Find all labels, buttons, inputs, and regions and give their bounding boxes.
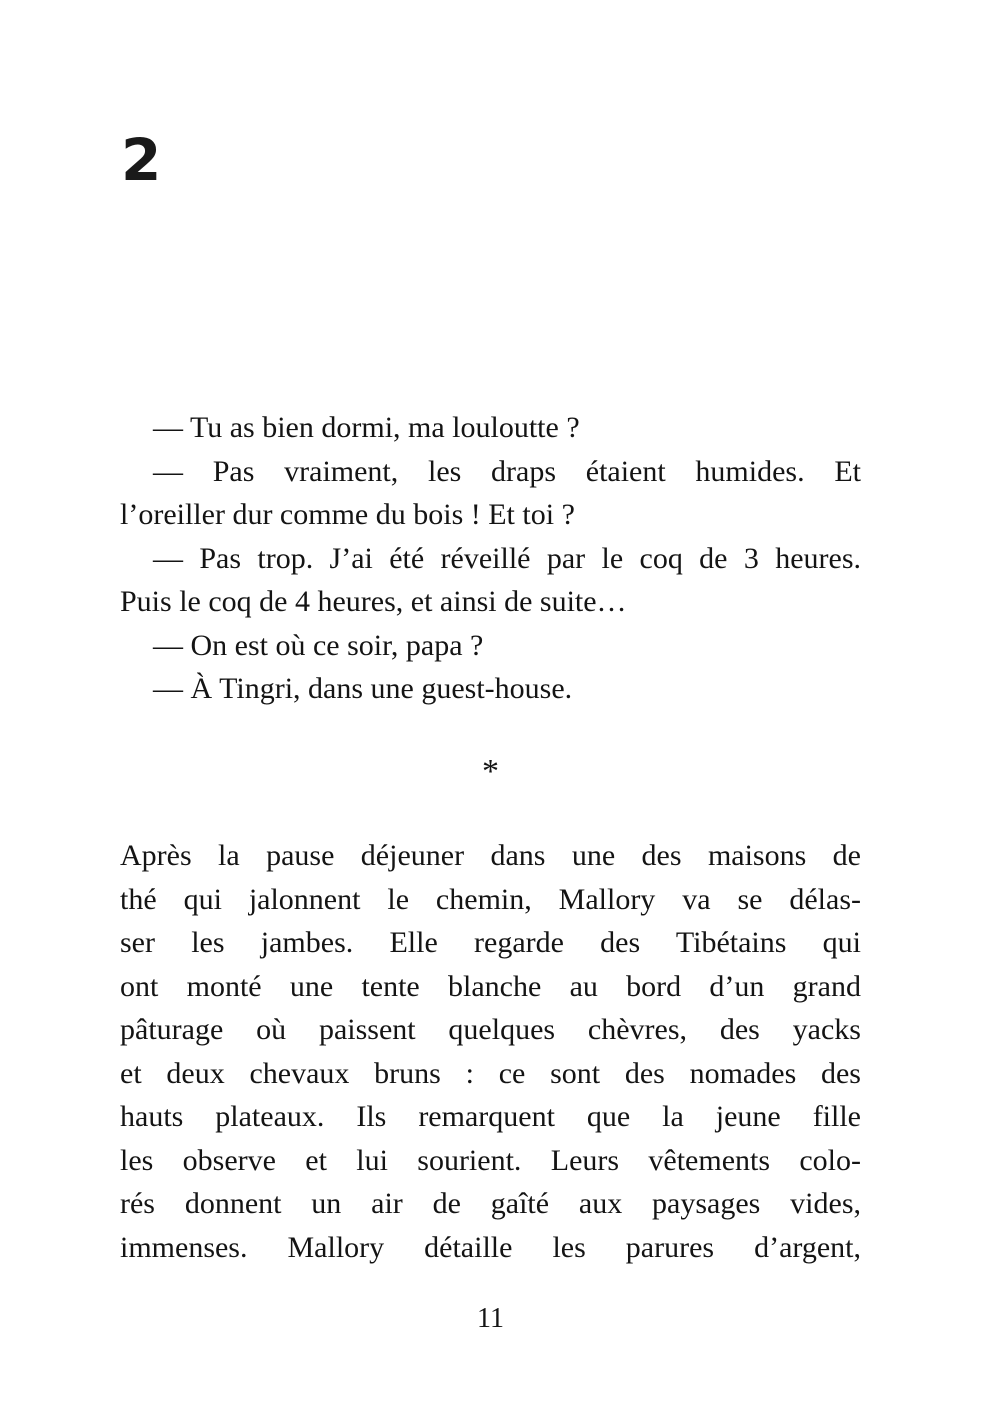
page-number: 11 <box>477 1303 504 1334</box>
paragraph-line: thé qui jalonnent le chemin, Mallory va se délas- <box>120 882 861 916</box>
paragraph-line: ser les jambes. Elle regarde des Tibétains qui <box>120 926 861 959</box>
dialogue-block <box>120 406 861 711</box>
dialogue-line: Puis le coq de 4 heures, et ainsi de suite… <box>120 585 627 618</box>
paragraph-line: immenses. Mallory détaille les parures d’argent, <box>120 1230 861 1264</box>
paragraph-line: et deux chevaux bruns : ce sont des nomades des <box>120 1056 861 1090</box>
dialogue-line: — On est où ce soir, papa ? <box>153 628 484 662</box>
paragraph-line: pâturage où paissent quelques chèvres, des yacks <box>120 1013 861 1046</box>
dialogue-line: — Tu as bien dormi, ma louloutte ? <box>153 411 580 444</box>
dialogue-line: — Pas trop. J’ai été réveillé par le coq de 3 heures. <box>153 541 861 575</box>
paragraph-line: hauts plateaux. Ils remarquent que la jeune fille <box>120 1100 861 1133</box>
dialogue-line: l’oreiller dur comme du bois ! Et toi ? <box>120 498 575 531</box>
paragraph-block <box>120 834 861 1269</box>
dialogue-line: — Pas vraiment, les draps étaient humides. Et <box>153 454 861 488</box>
paragraph-line: ont monté une tente blanche au bord d’un grand <box>120 969 861 1003</box>
paragraph-line: les observe et lui sourient. Leurs vêtements colo- <box>120 1143 861 1177</box>
paragraph-line: rés donnent un air de gaîté aux paysages vides, <box>120 1187 861 1220</box>
chapter-number: 2 <box>121 126 162 194</box>
section-separator: * <box>482 753 499 790</box>
dialogue-line: — À Tingri, dans une guest-house. <box>153 672 573 705</box>
paragraph-line: Après la pause déjeuner dans une des maisons de <box>120 839 861 872</box>
